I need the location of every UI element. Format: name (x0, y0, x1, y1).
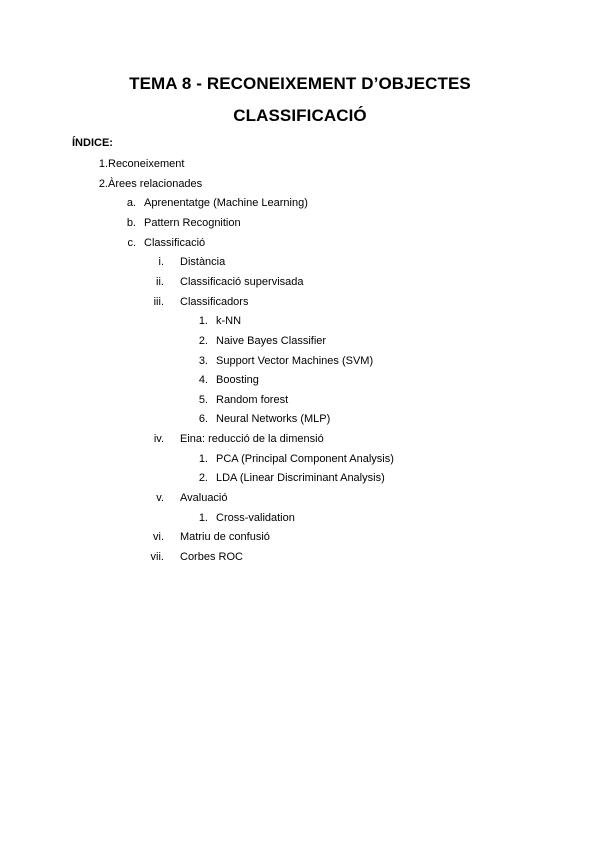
outline-item (150, 550, 243, 564)
index-heading: ÍNDICE: (72, 137, 113, 149)
outline-item-text: Classificació supervisada (180, 276, 304, 288)
outline-item-text: Pattern Recognition (144, 217, 241, 229)
outline-item (198, 511, 295, 525)
outline-item (198, 373, 259, 387)
outline-item (198, 354, 374, 368)
outline-item (153, 530, 270, 544)
outline-item-text: Eina: reducció de la dimensió (180, 433, 324, 445)
outline-item-text: Neural Networks (MLP) (216, 413, 331, 425)
outline-item-marker: a. (126, 197, 136, 209)
outline-item-text: Cross-validation (216, 512, 295, 524)
outline-item-text: Naive Bayes Classifier (216, 335, 327, 347)
outline-item-marker: 1. (198, 453, 208, 465)
outline-item-marker: vi. (153, 531, 164, 543)
outline-item-text: LDA (Linear Discriminant Analysis) (216, 472, 385, 484)
outline-item (153, 295, 249, 309)
outline-item (156, 275, 304, 289)
outline-item-text: Reconeixement (108, 158, 185, 170)
outline-item (198, 452, 394, 466)
outline-item-text: Aprenentatge (Machine Learning) (144, 197, 308, 209)
outline-item (98, 157, 185, 171)
outline-item-marker: c. (127, 237, 136, 249)
outline-item-marker: 1. (98, 158, 108, 170)
outline-item-marker: b. (126, 217, 136, 229)
outline-item-text: Classificadors (180, 296, 249, 308)
outline-item (156, 491, 228, 505)
outline-item-text: Corbes ROC (180, 551, 243, 563)
outline-item (126, 196, 308, 210)
outline-item (198, 334, 327, 348)
outline-item-marker: vii. (150, 551, 164, 563)
outline-item-marker: iii. (153, 296, 164, 308)
outline-item-marker: iv. (153, 433, 164, 445)
outline-item-text: Boosting (216, 374, 259, 386)
outline-item (198, 314, 242, 328)
document-subtitle: CLASSIFICACIÓ (233, 106, 367, 125)
outline-item-marker: ii. (156, 276, 164, 288)
outline-item-marker: 2. (98, 178, 108, 190)
outline-item-marker: 6. (198, 413, 208, 425)
outline-item (126, 216, 241, 230)
outline-item-marker: 5. (198, 394, 208, 406)
outline-item (153, 432, 324, 446)
outline-item-text: Support Vector Machines (SVM) (216, 355, 374, 367)
outline-item (198, 412, 331, 426)
outline-item-marker: 1. (198, 315, 208, 327)
outline-item (198, 393, 289, 407)
outline-item-marker: i. (158, 256, 164, 268)
outline-item (98, 177, 203, 191)
outline-item-text: Avaluació (180, 492, 228, 504)
outline-item-text: Àrees relacionades (108, 178, 203, 190)
outline-item-marker: 2. (198, 472, 208, 484)
outline-item-text: Matriu de confusió (180, 531, 270, 543)
outline-item (158, 255, 226, 269)
outline-item (127, 236, 206, 250)
outline-item-text: Classificació (144, 237, 206, 249)
document-title: TEMA 8 - RECONEIXEMENT D’OBJECTES (129, 74, 471, 93)
outline-item-marker: 4. (198, 374, 208, 386)
outline-item-marker: 3. (198, 355, 208, 367)
outline-item-text: k-NN (216, 315, 242, 327)
outline-item-text: Distància (180, 256, 226, 268)
outline-item-marker: 1. (198, 512, 208, 524)
outline-item-marker: 2. (198, 335, 208, 347)
outline-item (198, 471, 385, 485)
outline-item-text: Random forest (216, 394, 289, 406)
outline-item-text: PCA (Principal Component Analysis) (216, 453, 394, 465)
outline-item-marker: v. (156, 492, 164, 504)
